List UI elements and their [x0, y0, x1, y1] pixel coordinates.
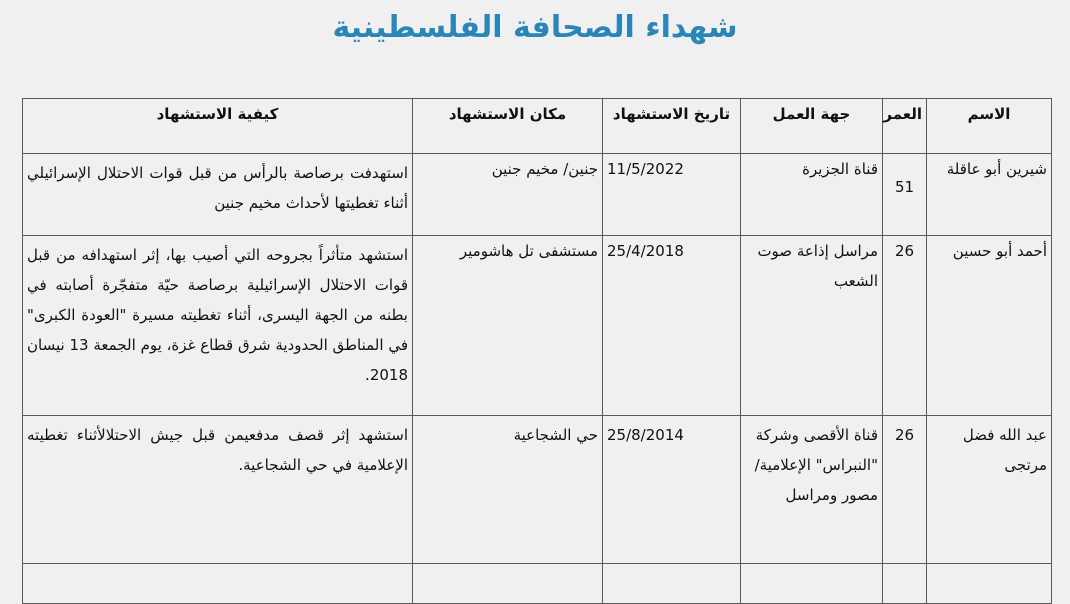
cell-age: 51	[883, 154, 927, 236]
cell-name: عبد الله فضل مرتجى	[927, 416, 1052, 564]
cell-empty	[603, 564, 741, 604]
cell-empty	[23, 564, 413, 604]
cell-date: 11/5/2022	[603, 154, 741, 236]
table-row	[23, 154, 1052, 236]
cell-date: 25/4/2018	[603, 236, 741, 416]
header-place: مكان الاستشهاد	[413, 99, 603, 154]
cell-employer: قناة الأقصى وشركة "النبراس" الإعلامية/ مصور ومراسل	[741, 416, 883, 564]
table-row	[23, 416, 1052, 564]
cell-empty	[413, 564, 603, 604]
cell-place: مستشفى تل هاشومير	[413, 236, 603, 416]
cell-name: شيرين أبو عاقلة	[927, 154, 1052, 236]
header-age: العمر	[883, 99, 927, 154]
table-row	[23, 564, 1052, 604]
header-name: الاسم	[927, 99, 1052, 154]
table-row	[23, 236, 1052, 416]
cell-date: 25/8/2014	[603, 416, 741, 564]
header-employer: جهة العمل	[741, 99, 883, 154]
cell-how: استشهد إثر قصف مدفعيمن قبل جيش الاحتلالأثناء تغطيته الإعلامية في حي الشجاعية.	[23, 416, 413, 564]
cell-employer: مراسل إذاعة صوت الشعب	[741, 236, 883, 416]
table-header-row	[23, 99, 1052, 154]
page-title: شهداء الصحافة الفلسطينية	[332, 10, 738, 45]
cell-how: استهدفت برصاصة بالرأس من قبل قوات الاحتلال الإسرائيلي أثناء تغطيتها لأحداث مخيم جنين	[23, 154, 413, 236]
cell-age: 26	[883, 416, 927, 564]
cell-how: استشهد متأثراً بجروحه التي أصيب بها، إثر استهدافه من قبل قوات الاحتلال الإسرائيلية برصاصة حيّة متفجّرة أصابته في بطنه من الجهة اليسرى، أثناء تغطيته مسيرة "العودة الكبرى" في المناطق الحدودية شرق قطاع غزة، يوم الجمعة 13 نيسان 2018.	[23, 236, 413, 416]
cell-age: 26	[883, 236, 927, 416]
cell-employer: قناة الجزيرة	[741, 154, 883, 236]
header-how: كيفية الاستشهاد	[23, 99, 413, 154]
header-date: تاريخ الاستشهاد	[603, 99, 741, 154]
cell-place: جنين/ مخيم جنين	[413, 154, 603, 236]
cell-place: حي الشجاعية	[413, 416, 603, 564]
cell-empty	[927, 564, 1052, 604]
martyrs-table	[22, 98, 1052, 604]
cell-name: أحمد أبو حسين	[927, 236, 1052, 416]
cell-empty	[883, 564, 927, 604]
cell-empty	[741, 564, 883, 604]
